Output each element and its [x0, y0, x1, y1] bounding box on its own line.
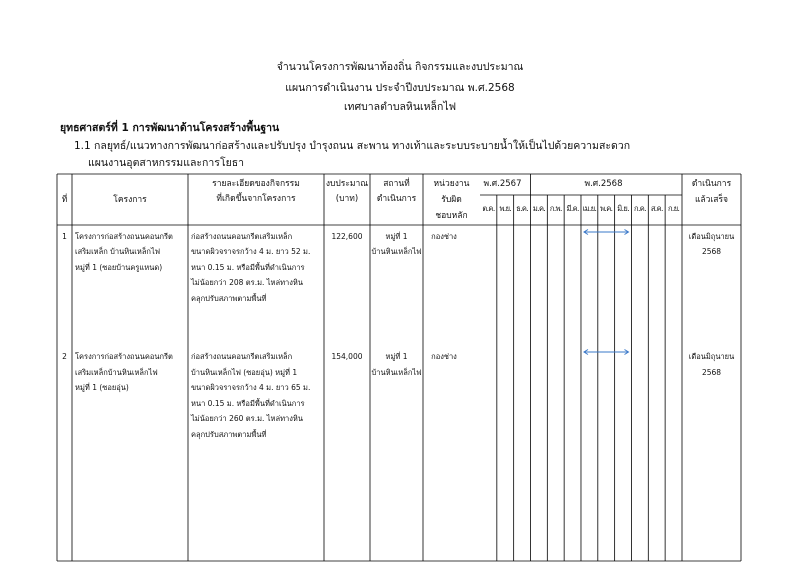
- detail-line: ก่อสร้างถนนคอนกรีตเสริมเหล็ก: [191, 232, 293, 241]
- unit-value: กองช่าง: [431, 352, 457, 361]
- month-mar: มี.ค.: [566, 204, 579, 213]
- header-budget-2: (บาท): [335, 194, 359, 204]
- header-done-1: ดำเนินการ: [691, 179, 732, 189]
- done-line: 2568: [701, 247, 722, 256]
- project-line: โครงการก่อสร้างถนนคอนกรีต: [75, 232, 173, 241]
- month-jul: ก.ค.: [634, 204, 646, 213]
- header-unit-2: รับผิด: [441, 195, 462, 205]
- budget-value: 154,000: [331, 352, 363, 361]
- row-no: 2: [62, 352, 67, 361]
- header-budget-1: งบประมาณ: [325, 179, 369, 189]
- header-detail-2: ที่เกิดขึ้นจากโครงการ: [216, 194, 296, 204]
- header-project: โครงการ: [113, 195, 147, 205]
- unit-value: กองช่าง: [431, 232, 457, 241]
- tactic-heading: 1.1 กลยุทธ์/แนวทางการพัฒนาก่อสร้างและปรับปรุง บำรุงถนน สะพาน ทางเท้าและระบบระบายน้ำให้เป็นไปด้วยความสะดวก: [74, 140, 631, 152]
- row-no: 1: [62, 232, 67, 241]
- month-dec: ธ.ค.: [516, 204, 529, 213]
- month-may: พ.ค.: [600, 204, 613, 213]
- done-line: เดือนมิถุนายน: [688, 232, 735, 241]
- doc-title-line3: เทศบาลตำบลหินเหล็กไฟ: [343, 101, 457, 113]
- project-line: เสริมเหล็กบ้านหินเหล็กไฟ: [75, 368, 158, 377]
- detail-line: ขนาดผิวจราจรกว้าง 4 ม. ยาว 65 ม.: [191, 383, 311, 392]
- detail-line: บ้านหินเหล็กไฟ (ซอยอุ่น) หมู่ที่ 1: [191, 368, 298, 377]
- place-line: หมู่ที่ 1: [385, 352, 408, 361]
- detail-line: ไม่น้อยกว่า 260 ตร.ม. ไหล่ทางหิน: [191, 414, 303, 423]
- detail-line: หนา 0.15 ม. หรือมีพื้นที่ดำเนินการ: [191, 263, 305, 272]
- detail-line: หนา 0.15 ม. หรือมีพื้นที่ดำเนินการ: [191, 399, 305, 408]
- budget-value: 122,600: [331, 232, 363, 241]
- header-no: ที่: [61, 195, 68, 205]
- detail-line: ก่อสร้างถนนคอนกรีตเสริมเหล็ก: [191, 352, 293, 361]
- month-aug: ส.ค.: [650, 204, 663, 213]
- month-feb: ก.พ.: [549, 204, 562, 213]
- month-sep: ก.ย.: [667, 204, 680, 213]
- header-detail-1: รายละเอียดของกิจกรรม: [212, 179, 300, 189]
- place-line: บ้านหินเหล็กไฟ: [371, 247, 422, 256]
- project-line: เสริมเหล็ก บ้านหินเหล็กไฟ: [75, 247, 161, 256]
- month-nov: พ.ย.: [499, 204, 512, 213]
- header-unit-1: หน่วยงาน: [433, 179, 470, 189]
- header-year-2567: พ.ศ.2567: [483, 179, 522, 189]
- project-line: หมู่ที่ 1 (ซอยบ้านครูแหนด): [75, 263, 163, 272]
- month-jun: มิ.ย.: [617, 204, 629, 213]
- month-oct: ต.ค.: [482, 204, 495, 213]
- strategy-heading: ยุทธศาสตร์ที่ 1 การพัฒนาด้านโครงสร้างพื้นฐาน: [60, 122, 280, 134]
- doc-title-line1: จำนวนโครงการพัฒนาท้องถิ่น กิจกรรมและงบประมาณ: [276, 61, 524, 73]
- detail-line: ขนาดผิวจราจรกว้าง 4 ม. ยาว 52 ม.: [191, 247, 311, 256]
- done-line: เดือนมิถุนายน: [688, 352, 735, 361]
- detail-line: คลุกปรับสภาพตามพื้นที่: [191, 294, 267, 303]
- place-line: บ้านหินเหล็กไฟ: [371, 368, 422, 377]
- detail-line: ไม่น้อยกว่า 208 ตร.ม. ไหล่ทางหิน: [191, 278, 303, 287]
- header-done-2: แล้วเสร็จ: [694, 195, 729, 205]
- month-jan: ม.ค.: [532, 204, 546, 213]
- project-line: โครงการก่อสร้างถนนคอนกรีต: [75, 352, 173, 361]
- header-place-1: สถานที่: [383, 179, 410, 189]
- header-place-2: ดำเนินการ: [376, 194, 417, 204]
- timeline-arrows: [584, 230, 628, 355]
- done-line: 2568: [701, 368, 722, 377]
- header-year-2568: พ.ศ.2568: [584, 179, 623, 189]
- place-line: หมู่ที่ 1: [385, 232, 408, 241]
- doc-title-line2: แผนการดำเนินงาน ประจำปีงบประมาณ พ.ศ.2568: [285, 82, 515, 94]
- month-apr: เม.ย.: [582, 204, 597, 213]
- header-unit-3: ชอบหลัก: [435, 211, 468, 221]
- detail-line: คลุกปรับสภาพตามพื้นที่: [191, 430, 267, 439]
- plan-heading: แผนงานอุตสาหกรรมและการโยธา: [88, 157, 245, 169]
- project-line: หมู่ที่ 1 (ซอยอุ่น): [75, 383, 129, 392]
